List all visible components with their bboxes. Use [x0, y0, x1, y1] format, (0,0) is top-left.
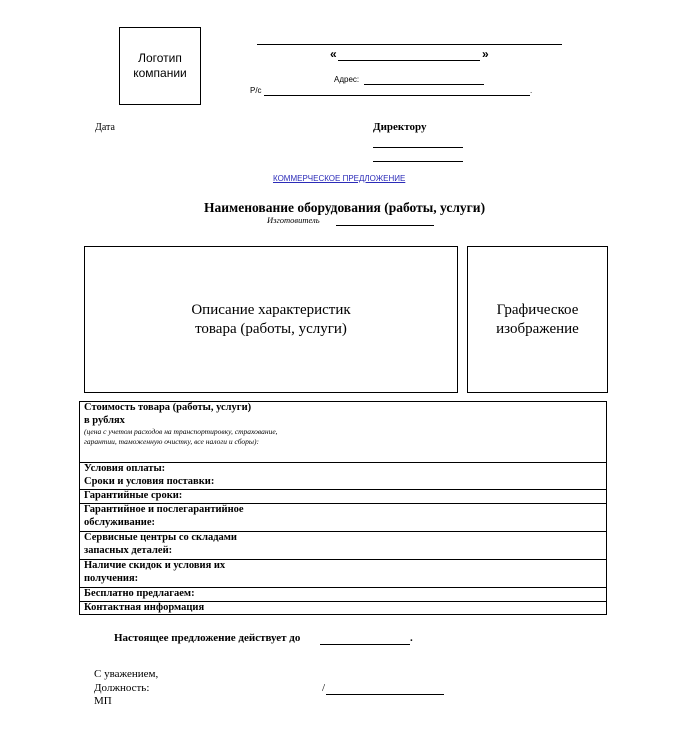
validity-end: .: [410, 632, 413, 644]
cost-note: (цена с учетом расходов на транспортировку, страхование, гарантии, таможенную очистку, все налоги и сборы):: [84, 427, 278, 446]
document-type-title: КОММЕРЧЕСКОЕ ПРЕДЛОЖЕНИЕ: [273, 174, 406, 183]
signature-line: [326, 694, 444, 695]
table-row: [80, 402, 607, 463]
date-label: Дата: [95, 122, 115, 133]
company-logo-placeholder: [119, 27, 201, 105]
document-main-title: Наименование оборудования (работы, услуги): [204, 200, 486, 215]
discounts-label: Наличие скидок и условия их получения:: [84, 560, 226, 584]
table-row: [80, 490, 607, 504]
table-row: [80, 560, 607, 588]
payment-cell: [80, 463, 607, 490]
position-label: Должность:: [94, 682, 150, 694]
account-label: Р/с: [250, 86, 262, 95]
table-row: [80, 588, 607, 602]
director-line-2: [373, 161, 463, 162]
logo-text: Логотип компании: [133, 51, 187, 80]
free-cell: Бесплатно предлагаем:: [80, 588, 607, 602]
signature-slash: /: [322, 682, 326, 694]
stamp-label: МП: [94, 695, 112, 707]
quote-close: »: [482, 47, 489, 61]
manufacturer-line: [336, 225, 434, 226]
centers-cell: [80, 532, 607, 560]
address-line: [364, 84, 484, 85]
payment-label: Условия оплаты:: [84, 463, 166, 474]
director-label: Директору: [373, 121, 427, 133]
cost-title-2: в рублях: [84, 414, 125, 426]
address-label: Адрес:: [334, 75, 360, 84]
table-row: [80, 601, 607, 615]
regards-text: С уважением,: [94, 668, 159, 680]
image-text: Графическое изображение: [496, 301, 579, 337]
description-text: Описание характеристик товара (работы, услуги): [191, 301, 351, 337]
validity-text: Настоящее предложение действует до: [114, 632, 301, 644]
offer-parameters-table: [79, 401, 607, 615]
delivery-label: Сроки и условия поставки:: [84, 475, 215, 487]
director-line-1: [373, 147, 463, 148]
quote-open: «: [330, 47, 337, 61]
validity-date-line: [320, 644, 410, 645]
manufacturer-label: Изготовитель: [267, 215, 320, 225]
cost-title-1: Стоимость товара (работы, услуги): [84, 402, 252, 413]
table-row: [80, 532, 607, 560]
centers-label: Сервисные центры со складами запасных деталей:: [84, 532, 237, 556]
contacts-cell: Контактная информация: [80, 601, 607, 615]
account-end: .: [530, 86, 533, 95]
service-cell: [80, 504, 607, 532]
account-line: [264, 95, 530, 96]
service-label: Гарантийное и послегарантийное обслуживание:: [84, 504, 244, 528]
warranty-cell: Гарантийные сроки:: [80, 490, 607, 504]
company-quote-line: [338, 60, 480, 61]
description-box: [84, 246, 458, 393]
table-row: [80, 504, 607, 532]
discounts-cell: [80, 560, 607, 588]
company-name-line: [257, 44, 562, 45]
image-box: [467, 246, 608, 393]
cost-cell: [80, 402, 607, 463]
table-row: [80, 463, 607, 490]
